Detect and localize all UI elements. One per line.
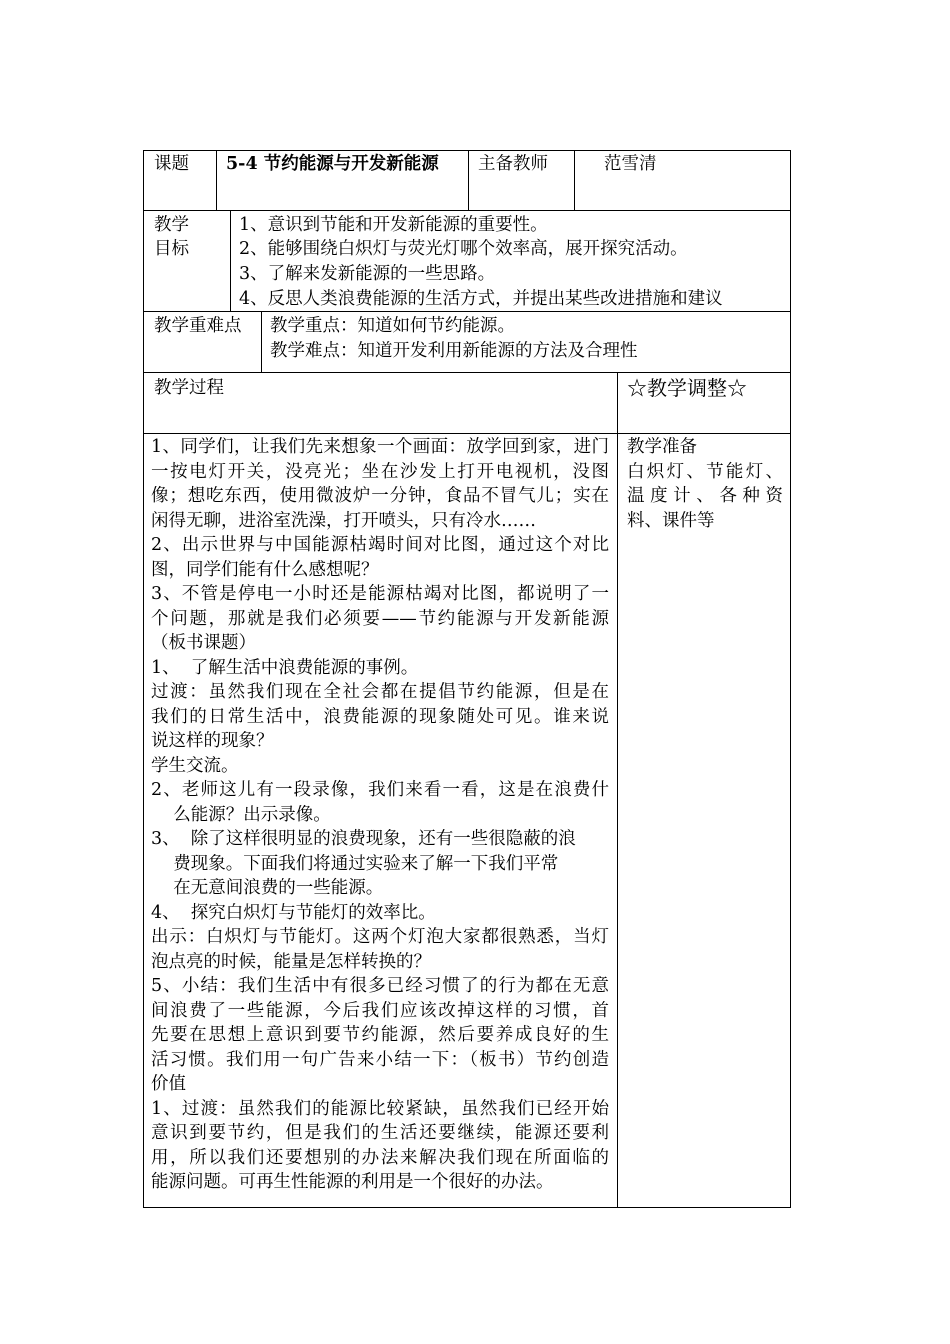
process-line: 意识到要节约，但是我们的生活还要继续，能源还要利 [151, 1123, 609, 1143]
adjust-label: ☆教学调整☆ [627, 376, 747, 400]
subject-label: 课题 [154, 154, 189, 174]
process-line: 像；想吃东西，使用微波炉一分钟，食品不冒气儿；实在 [151, 486, 609, 506]
adjust-note-line: 白炽灯、节能灯、 [627, 461, 783, 482]
process-line: 学生交流。 [151, 755, 239, 776]
process-line: 用，所以我们还要想别的办法来解决我们现在所面临的 [151, 1147, 609, 1168]
goal-item: 2、能够围绕白炽灯与荧光灯哪个效率高，展开探究活动。 [239, 239, 688, 259]
process-line: 价值 [151, 1074, 186, 1094]
teacher-name: 范雪清 [604, 154, 657, 174]
process-line: 么能源？出示录像。 [151, 804, 331, 825]
teaching-focus: 教学重点：知道如何节约能源。 [270, 316, 515, 336]
key-points-label: 教学重难点 [154, 316, 242, 336]
process-line: 活习惯。我们用一句广告来小结一下：（板书）节约创造 [151, 1049, 609, 1070]
process-divider [617, 372, 618, 1208]
table-border-left [143, 150, 144, 1208]
table-border-bottom [143, 1207, 791, 1208]
process-line: 先要在思想上意识到要节约能源，然后要养成良好的生 [151, 1025, 609, 1045]
process-line: 我们的日常生活中，浪费能源的现象随处可见。谁来说 [151, 706, 609, 727]
table-border-row1-bottom [143, 210, 791, 211]
process-line: 闲得无聊，进浴室洗澡，打开喷头，只有冷水…… [151, 510, 536, 531]
process-line: 在无意间浪费的一些能源。 [151, 878, 384, 898]
process-line: 能源问题。可再生性能源的利用是一个很好的办法。 [151, 1172, 554, 1192]
process-line: 间浪费了一些能源，今后我们应该改掉这样的习惯，首 [151, 1000, 609, 1021]
lesson-title: 5-4 节约能源与开发新能源 [226, 154, 439, 174]
adjust-notes-title: 教学准备 [627, 437, 697, 457]
adjust-note-line: 温度计、各种资 [627, 486, 783, 506]
goal-item: 4、反思人类浪费能源的生活方式，并提出某些改进措施和建议 [239, 289, 723, 309]
row2-divider [230, 210, 231, 312]
goal-item: 3、了解来发新能源的一些思路。 [239, 264, 496, 284]
row3-divider [261, 311, 262, 373]
process-label: 教学过程 [154, 378, 224, 398]
goals-label-line2: 目标 [154, 239, 189, 259]
process-line: 1、 了解生活中浪费能源的事例。 [151, 657, 419, 678]
table-border-row3-bottom [143, 372, 791, 373]
table-border-row4-bottom [143, 433, 791, 434]
process-line: 泡点亮的时候，能量是怎样转换的？ [151, 951, 431, 972]
process-line: 1、同学们，让我们先来想象一个画面：放学回到家，进门 [151, 437, 609, 457]
row1-divider-b [468, 150, 469, 211]
process-line: 3、 除了这样很明显的浪费现象，还有一些很隐蔽的浪 [151, 829, 576, 849]
process-line: 2、出示世界与中国能源枯竭时间对比图，通过这个对比 [151, 535, 609, 555]
process-line: 4、 探究白炽灯与节能灯的效率比。 [151, 902, 436, 923]
process-content [151, 435, 609, 1195]
process-line: 图，同学们能有什么感想呢？ [151, 559, 379, 580]
goals-label-line1: 教学 [154, 215, 189, 235]
process-line: 2、老师这儿有一段录像，我们来看一看，这是在浪费什 [151, 780, 609, 800]
teacher-label: 主备教师 [478, 154, 548, 174]
process-line: （板书课题） [151, 633, 256, 653]
row1-divider-a [216, 150, 217, 211]
table-border-top [143, 150, 791, 151]
adjust-notes [627, 435, 783, 533]
process-line: 过渡：虽然我们现在全社会都在提倡节约能源，但是在 [151, 682, 609, 702]
process-line: 出示：白炽灯与节能灯。这两个灯泡大家都很熟悉，当灯 [151, 927, 609, 947]
teaching-difficulty: 教学难点：知道开发利用新能源的方法及合理性 [270, 341, 638, 361]
process-line: 一按电灯开关，没亮光；坐在沙发上打开电视机，没图 [151, 461, 609, 482]
row1-divider-c [574, 150, 575, 211]
process-line: 3、不管是停电一小时还是能源枯竭对比图，都说明了一 [151, 584, 609, 604]
adjust-note-line: 料、课件等 [627, 510, 715, 531]
process-line: 5、小结：我们生活中有很多已经习惯了的行为都在无意 [151, 976, 609, 996]
table-border-row2-bottom [143, 311, 791, 312]
process-line: 个问题，那就是我们必须要——节约能源与开发新能源 [151, 608, 609, 629]
process-line: 1、过渡：虽然我们的能源比较紧缺，虽然我们已经开始 [151, 1098, 609, 1119]
process-line: 费现象。下面我们将通过实验来了解一下我们平常 [151, 853, 559, 874]
process-line: 说这样的现象？ [151, 731, 274, 751]
goal-item: 1、意识到节能和开发新能源的重要性。 [239, 215, 548, 235]
table-border-right [790, 150, 791, 1208]
